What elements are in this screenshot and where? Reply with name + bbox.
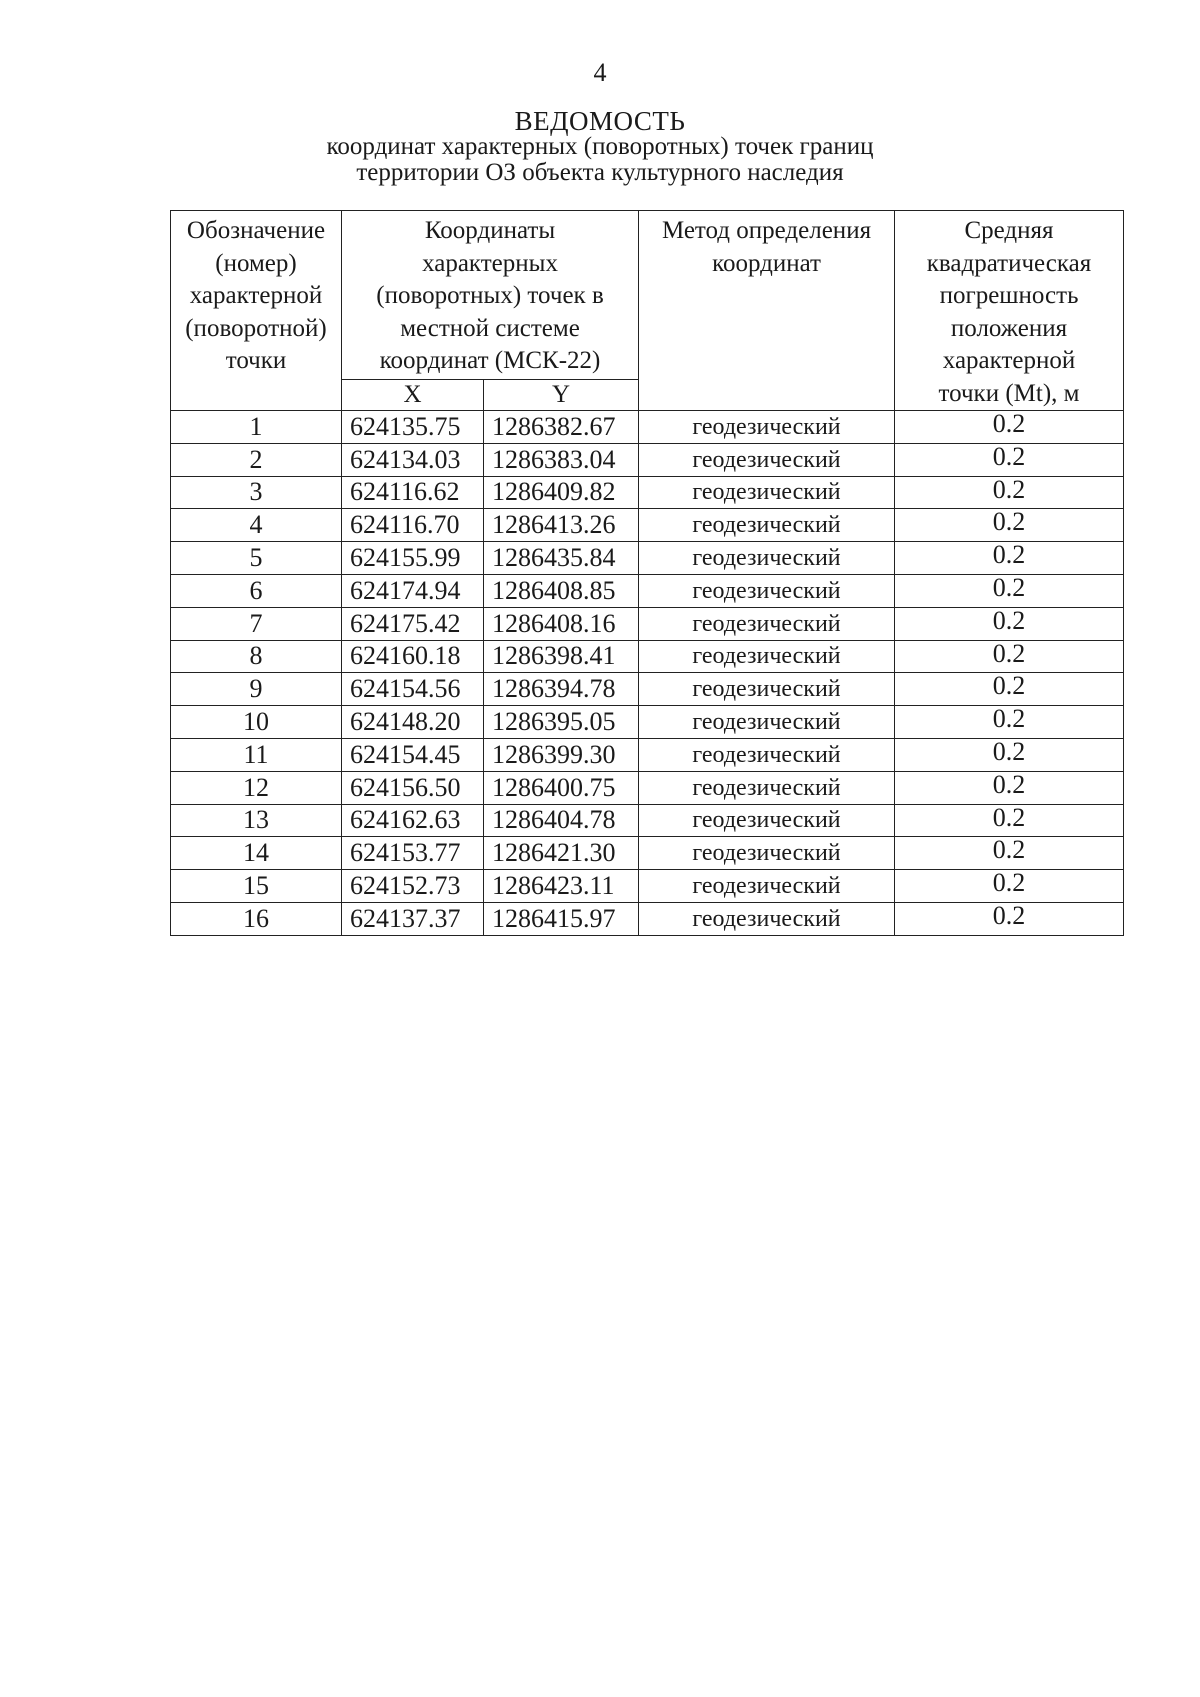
table-row xyxy=(171,902,1124,935)
method-cell: геодезический xyxy=(639,771,895,804)
y-coordinate-cell: 1286395.05 xyxy=(484,706,639,739)
method-cell: геодезический xyxy=(639,870,895,903)
point-number-cell: 2 xyxy=(171,443,342,476)
y-coordinate-cell: 1286423.11 xyxy=(484,870,639,903)
x-coordinate-cell: 624162.63 xyxy=(342,804,484,837)
y-coordinate-cell: 1286394.78 xyxy=(484,673,639,706)
table-row xyxy=(171,411,1124,444)
error-cell: 0.2 xyxy=(895,509,1124,542)
method-cell: геодезический xyxy=(639,738,895,771)
table-row xyxy=(171,804,1124,837)
method-cell: геодезический xyxy=(639,837,895,870)
method-cell: геодезический xyxy=(639,574,895,607)
error-cell: 0.2 xyxy=(895,902,1124,935)
y-coordinate-cell: 1286421.30 xyxy=(484,837,639,870)
point-number-cell: 8 xyxy=(171,640,342,673)
header-y: Y xyxy=(484,380,639,411)
table-row xyxy=(171,870,1124,903)
table-row xyxy=(171,771,1124,804)
table-row xyxy=(171,509,1124,542)
x-coordinate-cell: 624154.56 xyxy=(342,673,484,706)
table-row xyxy=(171,443,1124,476)
x-coordinate-cell: 624153.77 xyxy=(342,837,484,870)
point-number-cell: 14 xyxy=(171,837,342,870)
error-cell: 0.2 xyxy=(895,870,1124,903)
point-number-cell: 11 xyxy=(171,738,342,771)
point-number-cell: 6 xyxy=(171,574,342,607)
y-coordinate-cell: 1286408.85 xyxy=(484,574,639,607)
x-coordinate-cell: 624116.70 xyxy=(342,509,484,542)
x-coordinate-cell: 624156.50 xyxy=(342,771,484,804)
header-method: Метод определения координат xyxy=(639,211,895,411)
y-coordinate-cell: 1286413.26 xyxy=(484,509,639,542)
point-number-cell: 15 xyxy=(171,870,342,903)
y-coordinate-cell: 1286400.75 xyxy=(484,771,639,804)
point-number-cell: 7 xyxy=(171,607,342,640)
header-x: X xyxy=(342,380,484,411)
method-cell: геодезический xyxy=(639,476,895,509)
y-coordinate-cell: 1286404.78 xyxy=(484,804,639,837)
table-row xyxy=(171,706,1124,739)
error-cell: 0.2 xyxy=(895,738,1124,771)
error-cell: 0.2 xyxy=(895,574,1124,607)
x-coordinate-cell: 624134.03 xyxy=(342,443,484,476)
table-row xyxy=(171,673,1124,706)
y-coordinate-cell: 1286383.04 xyxy=(484,443,639,476)
point-number-cell: 3 xyxy=(171,476,342,509)
x-coordinate-cell: 624154.45 xyxy=(342,738,484,771)
page-number: 4 xyxy=(593,58,607,87)
x-coordinate-cell: 624155.99 xyxy=(342,542,484,575)
y-coordinate-cell: 1286435.84 xyxy=(484,542,639,575)
x-coordinate-cell: 624160.18 xyxy=(342,640,484,673)
point-number-cell: 4 xyxy=(171,509,342,542)
point-number-cell: 16 xyxy=(171,902,342,935)
error-cell: 0.2 xyxy=(895,607,1124,640)
x-coordinate-cell: 624174.94 xyxy=(342,574,484,607)
coordinates-table xyxy=(170,210,1124,936)
error-cell: 0.2 xyxy=(895,837,1124,870)
header-coordinates: Координаты характерных (поворотных) точек в местной системе координат (МСК-22) xyxy=(342,211,639,380)
table-row xyxy=(171,640,1124,673)
method-cell: геодезический xyxy=(639,443,895,476)
x-coordinate-cell: 624148.20 xyxy=(342,706,484,739)
error-cell: 0.2 xyxy=(895,411,1124,444)
error-cell: 0.2 xyxy=(895,443,1124,476)
table-row xyxy=(171,574,1124,607)
point-number-cell: 1 xyxy=(171,411,342,444)
method-cell: геодезический xyxy=(639,640,895,673)
error-cell: 0.2 xyxy=(895,640,1124,673)
error-cell: 0.2 xyxy=(895,771,1124,804)
method-cell: геодезический xyxy=(639,673,895,706)
method-cell: геодезический xyxy=(639,411,895,444)
method-cell: геодезический xyxy=(639,607,895,640)
error-cell: 0.2 xyxy=(895,673,1124,706)
x-coordinate-cell: 624175.42 xyxy=(342,607,484,640)
header-point-designation: Обозначение (номер) характерной (поворотной) точки xyxy=(171,211,342,411)
document-subtitle-line-2: территории ОЗ объекта культурного наследия xyxy=(356,159,844,186)
x-coordinate-cell: 624137.37 xyxy=(342,902,484,935)
point-number-cell: 12 xyxy=(171,771,342,804)
y-coordinate-cell: 1286399.30 xyxy=(484,738,639,771)
table-row xyxy=(171,837,1124,870)
y-coordinate-cell: 1286409.82 xyxy=(484,476,639,509)
method-cell: геодезический xyxy=(639,706,895,739)
y-coordinate-cell: 1286398.41 xyxy=(484,640,639,673)
document-heading xyxy=(0,108,1200,186)
x-coordinate-cell: 624152.73 xyxy=(342,870,484,903)
error-cell: 0.2 xyxy=(895,804,1124,837)
x-coordinate-cell: 624116.62 xyxy=(342,476,484,509)
point-number-cell: 13 xyxy=(171,804,342,837)
y-coordinate-cell: 1286415.97 xyxy=(484,902,639,935)
document-title: ВЕДОМОСТЬ xyxy=(514,106,686,136)
point-number-cell: 10 xyxy=(171,706,342,739)
point-number-cell: 5 xyxy=(171,542,342,575)
x-coordinate-cell: 624135.75 xyxy=(342,411,484,444)
method-cell: геодезический xyxy=(639,542,895,575)
method-cell: геодезический xyxy=(639,902,895,935)
error-cell: 0.2 xyxy=(895,542,1124,575)
table-row xyxy=(171,476,1124,509)
y-coordinate-cell: 1286382.67 xyxy=(484,411,639,444)
point-number-cell: 9 xyxy=(171,673,342,706)
header-mean-square-error: Средняя квадратическая погрешность положения характерной точки (Mt), м xyxy=(895,211,1124,411)
document-subtitle-line-1: координат характерных (поворотных) точек границ xyxy=(326,133,874,160)
table-row xyxy=(171,607,1124,640)
table-row xyxy=(171,738,1124,771)
table-row xyxy=(171,542,1124,575)
method-cell: геодезический xyxy=(639,509,895,542)
error-cell: 0.2 xyxy=(895,476,1124,509)
y-coordinate-cell: 1286408.16 xyxy=(484,607,639,640)
error-cell: 0.2 xyxy=(895,706,1124,739)
method-cell: геодезический xyxy=(639,804,895,837)
